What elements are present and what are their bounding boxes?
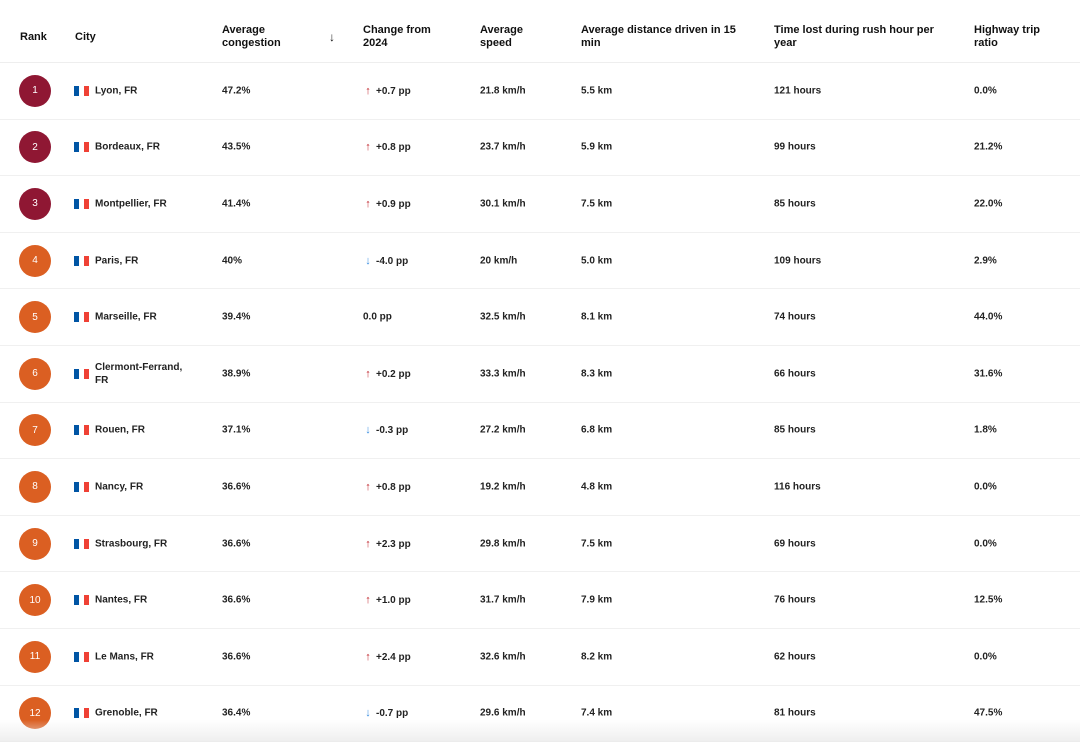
speed-value: 27.2 km/h (480, 424, 526, 436)
france-flag-icon (74, 199, 89, 209)
header-time-lost[interactable]: Time lost during rush hour per year (774, 24, 934, 49)
highway-value: 12.5% (974, 594, 1003, 606)
distance-value: 6.8 km (581, 424, 613, 436)
table-row[interactable] (0, 459, 1080, 516)
france-flag-icon (74, 595, 89, 605)
time-lost-value: 76 hours (774, 594, 816, 606)
france-flag-icon (74, 369, 89, 379)
table-header (0, 0, 1080, 63)
change-text: -4.0 pp (376, 255, 409, 267)
speed-value: 21.8 km/h (480, 85, 526, 97)
table-row[interactable] (0, 686, 1080, 742)
header-highway[interactable]: Highway trip ratio (974, 24, 1041, 49)
congestion-value: 38.9% (222, 368, 251, 380)
arrow-down-icon: ↓ (365, 424, 371, 437)
change-text: +2.3 pp (376, 538, 411, 550)
distance-value: 7.4 km (581, 707, 613, 719)
highway-value: 44.0% (974, 311, 1003, 323)
arrow-up-icon: ↑ (365, 84, 371, 97)
table-row[interactable] (0, 63, 1080, 120)
distance-value: 5.5 km (581, 85, 613, 97)
city-name[interactable]: Marseille, FR (95, 311, 157, 323)
table-row[interactable] (0, 516, 1080, 573)
congestion-value: 36.6% (222, 538, 251, 550)
time-lost-value: 81 hours (774, 707, 816, 719)
city-name[interactable]: Montpellier, FR (95, 198, 167, 210)
change-value (363, 368, 411, 380)
city-name[interactable]: Clermont-Ferrand, FR (95, 361, 183, 386)
distance-value: 7.9 km (581, 594, 613, 606)
city-name[interactable]: Grenoble, FR (95, 707, 158, 719)
table-row[interactable] (0, 403, 1080, 460)
change-value (363, 538, 411, 550)
speed-value: 23.7 km/h (480, 141, 526, 153)
arrow-up-icon: ↑ (365, 197, 371, 210)
change-value (363, 481, 411, 493)
header-rank[interactable]: Rank (20, 31, 47, 43)
table-row[interactable] (0, 176, 1080, 233)
rank-badge: 10 (19, 584, 51, 616)
arrow-up-icon: ↑ (365, 480, 371, 493)
time-lost-value: 69 hours (774, 538, 816, 550)
change-value (363, 707, 408, 719)
table-row[interactable] (0, 120, 1080, 177)
header-speed[interactable]: Average speed (480, 24, 524, 49)
time-lost-value: 85 hours (774, 198, 816, 210)
city-name[interactable]: Le Mans, FR (95, 651, 154, 663)
table-row[interactable] (0, 572, 1080, 629)
time-lost-value: 116 hours (774, 481, 821, 493)
congestion-value: 39.4% (222, 311, 251, 323)
congestion-value: 41.4% (222, 198, 251, 210)
distance-value: 8.1 km (581, 311, 613, 323)
table-row[interactable] (0, 629, 1080, 686)
change-value (363, 255, 408, 267)
france-flag-icon (74, 652, 89, 662)
congestion-value: 47.2% (222, 85, 251, 97)
arrow-up-icon: ↑ (365, 367, 371, 380)
change-value (363, 424, 408, 436)
france-flag-icon (74, 539, 89, 549)
highway-value: 22.0% (974, 198, 1003, 210)
change-text: +0.7 pp (376, 85, 411, 97)
highway-value: 47.5% (974, 707, 1003, 719)
header-congestion[interactable]: Average congestion (222, 24, 281, 49)
speed-value: 19.2 km/h (480, 481, 526, 493)
highway-value: 0.0% (974, 481, 997, 493)
france-flag-icon (74, 142, 89, 152)
time-lost-value: 62 hours (774, 651, 816, 663)
highway-value: 0.0% (974, 538, 997, 550)
distance-value: 8.3 km (581, 368, 613, 380)
time-lost-value: 66 hours (774, 368, 816, 380)
city-name[interactable]: Rouen, FR (95, 424, 145, 436)
arrow-up-icon: ↑ (365, 537, 371, 550)
arrow-down-icon: ↓ (365, 707, 371, 720)
highway-value: 0.0% (974, 85, 997, 97)
distance-value: 4.8 km (581, 481, 613, 493)
change-text: +2.4 pp (376, 651, 411, 663)
speed-value: 30.1 km/h (480, 198, 526, 210)
change-value (363, 198, 411, 210)
time-lost-value: 74 hours (774, 311, 816, 323)
speed-value: 20 km/h (480, 255, 518, 267)
highway-value: 0.0% (974, 651, 997, 663)
highway-value: 21.2% (974, 141, 1003, 153)
congestion-value: 36.6% (222, 651, 251, 663)
change-value (363, 651, 411, 663)
city-name[interactable]: Paris, FR (95, 255, 139, 267)
highway-value: 2.9% (974, 255, 997, 267)
distance-value: 8.2 km (581, 651, 613, 663)
speed-value: 33.3 km/h (480, 368, 526, 380)
time-lost-value: 99 hours (774, 141, 816, 153)
speed-value: 32.6 km/h (480, 651, 526, 663)
time-lost-value: 85 hours (774, 424, 816, 436)
change-value (363, 312, 392, 323)
rank-badge: 12 (19, 697, 51, 729)
rank-badge: 1 (19, 75, 51, 107)
table-row[interactable] (0, 233, 1080, 290)
sort-down-icon[interactable]: ↓ (329, 30, 335, 44)
rank-badge: 9 (19, 528, 51, 560)
header-change[interactable]: Change from 2024 (363, 24, 431, 49)
congestion-value: 36.6% (222, 481, 251, 493)
change-text: +0.9 pp (376, 198, 411, 210)
change-text: -0.7 pp (376, 708, 409, 720)
rank-badge: 4 (19, 245, 51, 277)
arrow-up-icon: ↑ (365, 141, 371, 154)
rank-badge: 8 (19, 471, 51, 503)
change-value (363, 85, 411, 97)
rank-badge: 2 (19, 131, 51, 163)
congestion-value: 43.5% (222, 141, 251, 153)
france-flag-icon (74, 425, 89, 435)
table-row[interactable] (0, 346, 1080, 403)
france-flag-icon (74, 708, 89, 718)
distance-value: 7.5 km (581, 538, 613, 550)
change-text: +0.8 pp (376, 142, 411, 154)
speed-value: 31.7 km/h (480, 594, 526, 606)
change-text: -0.3 pp (376, 425, 409, 437)
change-value (363, 594, 411, 606)
france-flag-icon (74, 482, 89, 492)
distance-value: 5.9 km (581, 141, 613, 153)
change-text: +0.8 pp (376, 481, 411, 493)
city-name[interactable]: Nancy, FR (95, 481, 144, 493)
arrow-up-icon: ↑ (365, 594, 371, 607)
city-name[interactable]: Nantes, FR (95, 594, 148, 606)
arrow-up-icon: ↑ (365, 650, 371, 663)
change-text: +1.0 pp (376, 595, 411, 607)
speed-value: 32.5 km/h (480, 311, 526, 323)
rank-badge: 6 (19, 358, 51, 390)
table-body (0, 63, 1080, 742)
change-text: 0.0 pp (363, 311, 392, 323)
congestion-value: 36.4% (222, 707, 251, 719)
congestion-value: 37.1% (222, 424, 251, 436)
rank-badge: 3 (19, 188, 51, 220)
city-name[interactable]: Strasbourg, FR (95, 538, 168, 550)
change-value (363, 141, 411, 153)
highway-value: 31.6% (974, 368, 1003, 380)
rank-badge: 5 (19, 301, 51, 333)
time-lost-value: 121 hours (774, 85, 822, 97)
city-name[interactable]: Lyon, FR (95, 85, 138, 97)
speed-value: 29.6 km/h (480, 707, 526, 719)
speed-value: 29.8 km/h (480, 538, 526, 550)
congestion-value: 40% (222, 255, 243, 267)
change-text: +0.2 pp (376, 368, 411, 380)
france-flag-icon (74, 86, 89, 96)
france-flag-icon (74, 256, 89, 266)
header-distance[interactable]: Average distance driven in 15 min (581, 24, 736, 49)
congestion-value: 36.6% (222, 594, 251, 606)
rank-badge: 7 (19, 414, 51, 446)
france-flag-icon (74, 312, 89, 322)
table-row[interactable] (0, 289, 1080, 346)
header-city[interactable]: City (75, 31, 96, 43)
distance-value: 5.0 km (581, 255, 613, 267)
city-name[interactable]: Bordeaux, FR (95, 141, 161, 153)
rank-badge: 11 (19, 641, 51, 673)
distance-value: 7.5 km (581, 198, 613, 210)
arrow-down-icon: ↓ (365, 254, 371, 267)
time-lost-value: 109 hours (774, 255, 822, 267)
highway-value: 1.8% (974, 424, 997, 436)
